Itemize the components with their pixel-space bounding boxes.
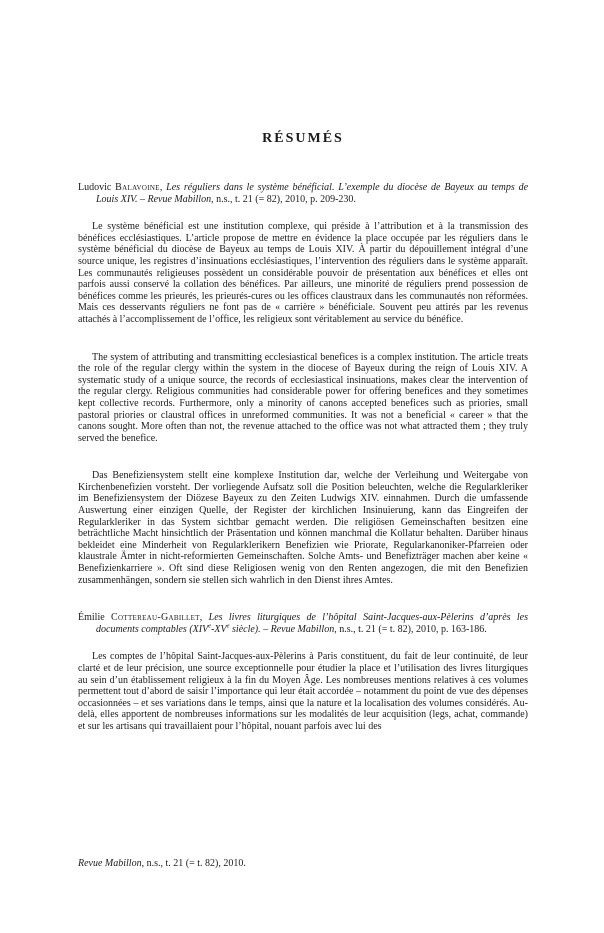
abstract-french: Le système bénéficial est une institution complexe, qui préside à l’attribution et à la transmission des bénéfices ecclésiastiques. L’article propose de mettre en évidence la place occupée par les réguliers dans le système bénéficial du diocèse de Bayeux au temps de Louis XIV. À partir du dépouillement intégral d’une source unique, les registres d’insinuations ecclésiastiques, l’intervention des réguliers dans le système apparaît. Les communautés religieuses possèdent un considérable pouvoir de présentation aux bénéfices et elles ont parfois aussi conservé la collation des bénéfices. Par ailleurs, une minorité de réguliers prend possession de bénéfices comme les prieurés, les prieurés-cures ou les offices claustraux dans les communautés non réformées. Mais ces desservants réguliers ne font pas de « carrière » bénéficiale. Souvent peu attirés par les revenus attachés à l’accomplissement de l’office, les religieux sont véritablement au service du bénéfice. (78, 221, 528, 325)
page-footer (78, 858, 528, 870)
author-given-name: Ludovic (78, 182, 116, 193)
page-title: RÉSUMÉS (262, 131, 344, 146)
citation-dash: – (260, 623, 271, 635)
author-family-name: Balavoine (115, 182, 160, 193)
footer-journal-name: Revue Mabillon (78, 858, 142, 869)
abstract-english: The system of attributing and transmitting ecclesiastical benefices is a complex institution. The article treats the role of the regular clergy within the system in the diocese of Bayeux during the reign of Louis XIV. A systematic study of a unique source, the records of ecclesiastical insinuations, makes clear the intervention of the regular clergy. Religious communities had considerable power for offering benefices and they sometimes kept collective records. Furthermore, only a minority of canons accepted benefices such as priories, small pastoral priories or claustral offices in unreformed communities. It was not a beneficial « career » that the canons sought. More often than not, the revenue attached to the office was not what attracted them ; they truly served the benefice. (78, 351, 528, 444)
citation-separator: , (199, 612, 209, 624)
superscript-e: e (226, 622, 230, 630)
author-family-name: Cottereau-Gabillet (111, 612, 200, 624)
citation-separator: , (159, 182, 167, 193)
abstract-french: Les comptes de l’hôpital Saint-Jacques-aux-Pèlerins à Paris constituent, du fait de leur continuité, de leur clarté et de leur précision, une source exceptionnelle pour étudier la place et l’utilisation des livres liturgiques au sein d’un établissement religieux à la fin du Moyen Âge. Les nombreuses mentions relatives à ces volumes permettent tout d’abord de saisir l’importance qui leur était accordée – notamment du point de vue des dépenses occasionnées – et ses variations dans le temps, ainsi que la nature et la localisation des volumes considérés. Au-delà, elles apportent de nombreuses informations sur les modalités de leur acquisition (legs, achat, commande) et sur les artisans qui travaillaient pour l’hôpital, nouant parfois avec lui des (78, 651, 528, 732)
footer-reference: , n.s., t. 21 (= t. 82), 2010. (141, 858, 246, 869)
page-content (78, 0, 528, 759)
article-title-part: Les livres liturgiques de l’hôpital Saint-Jacques-aux-Pèlerins d’après les documents comptables (XIV (96, 612, 529, 635)
bibliographic-citation (78, 612, 528, 635)
abstract-entry-cottereau-gabillet (78, 612, 528, 732)
journal-name: Revue Mabillon (270, 623, 335, 635)
article-title-part: siècle). (229, 623, 261, 635)
abstract-entry-balavoine (78, 182, 528, 586)
citation-dash: – (137, 193, 148, 205)
citation-reference: , n.s., t. 21 (= t. 82), 2010, p. 163-186. (334, 623, 487, 635)
citation-reference: , n.s., t. 21 (= 82), 2010, p. 209-230. (211, 193, 356, 205)
journal-name: Revue Mabillon (147, 193, 212, 205)
superscript-e: e (208, 622, 212, 630)
abstract-german: Das Benefiziensystem stellt eine komplexe Institution dar, welche der Verleihung und Weitergabe von Kirchenbenefizien vorsteht. Der vorliegende Aufsatz soll die Position beleuchten, welche die Regularkleriker im Benefiziensystem der Diözese Bayeux zu den Zeiten Ludwigs XIV. einnahmen. Durch die umfassende Auswertung einer einzigen Quelle, der Register der kirchlichen Insinuierung, kann das Eingreifen der Regularkleriker in das System sichtbar gemacht werden. Die religiösen Gemeinschaften besitzen eine beträchtliche Macht hinsichtlich der Präsentation und können manchmal die Kollatur behalten. Darüber hinaus bekleidet eine Minderheit von Regularklerikern Benefizien wie Priorate, Regularkanoniker-Pfarreien oder klaustrale Ämter in nicht-reformierten Gemeinschaften. Solche Amts- und Benefizträger machen aber keine « Benefizienkarriere ». Oft sind diese Religiosen wenig von den Renten angezogen, die mit den Benefizien zusammenhängen, sondern sie stellen sich wahrlich in den Dienst ihres Amtes. (78, 470, 528, 586)
article-title-part: -XV (211, 623, 227, 635)
author-given-name: Émilie (78, 612, 112, 624)
bibliographic-citation (78, 182, 528, 205)
article-title: Les réguliers dans le système bénéficial. L’exemple du diocèse de Bayeux au temps de Louis XIV. (96, 182, 529, 205)
